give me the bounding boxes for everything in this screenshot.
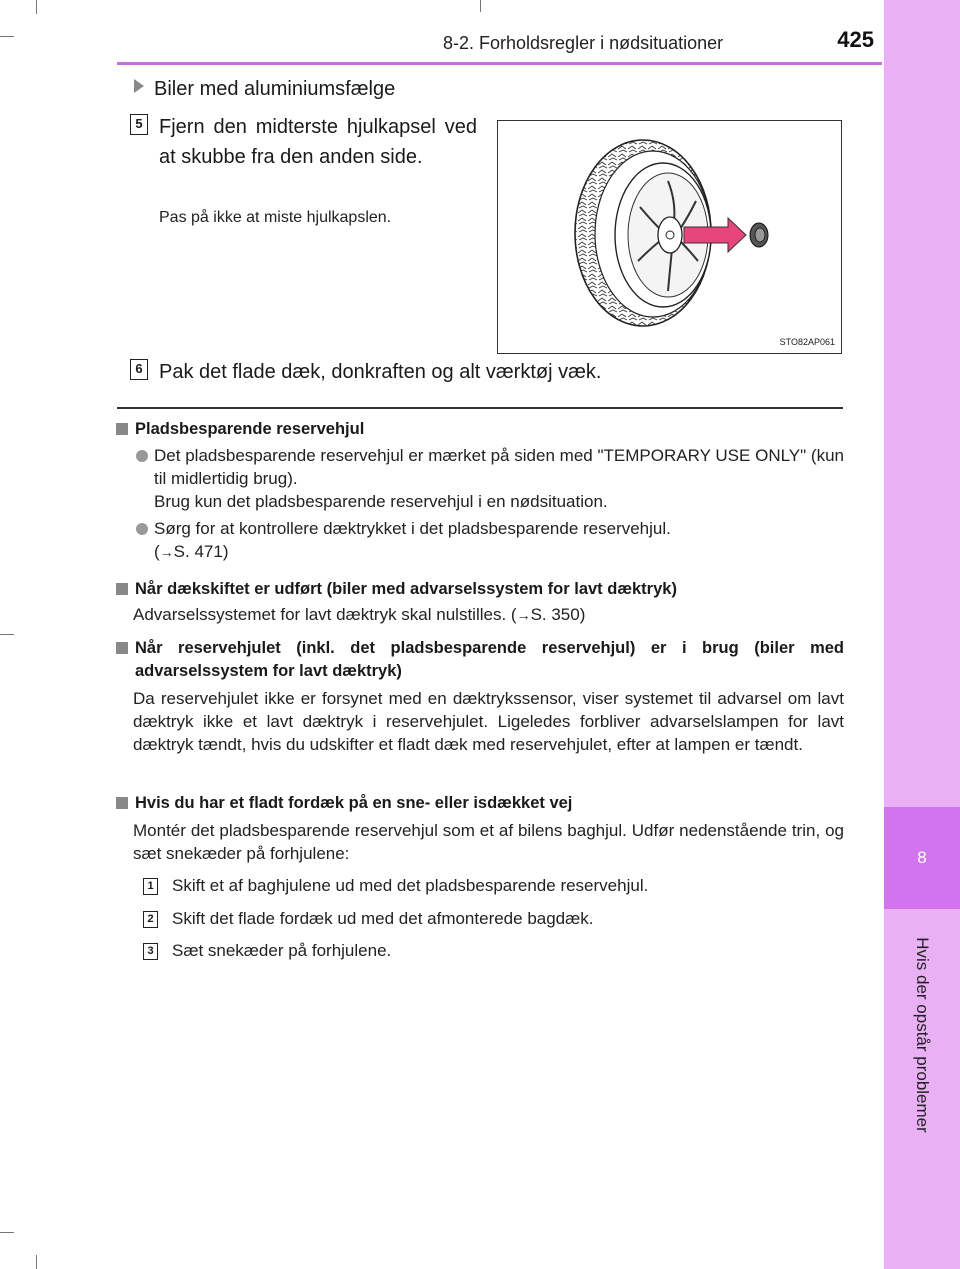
page-reference [154,540,844,564]
hub-cap-icon [750,223,768,247]
sub-step-text-1: Skift et af baghjulene ud med det pladsbesparende reservehjul. [172,876,649,895]
step-5-text: Fjern den midterste hjulkapsel ved at skubbe fra den anden side. [159,116,477,168]
note-pladsbesparende [116,418,844,564]
square-bullet-icon [116,583,128,595]
bullet-text: Sørg for at kontrollere dæktrykket i det pladsbesparende reservehjul. [154,519,671,538]
figure-code: STO82AP061 [779,337,835,347]
wheel-figure [497,120,842,354]
header-rule [117,62,882,65]
note-heading-text: Når dækskiftet er udført (biler med advarselssystem for lavt dæktryk) [135,580,677,598]
note-text: Advarselssystemet for lavt dæktryk skal nulstilles. ( [133,605,517,624]
ref-text: S. 350) [530,605,586,624]
ref-arrow-icon: → [516,607,531,623]
note-heading [116,637,844,683]
ref-arrow-icon: → [159,544,174,560]
subsection-heading [134,78,395,101]
chapter-number: 8 [917,848,927,867]
note-paragraph: Da reservehjulet ikke er forsynet med en dæktrykssensor, viser systemet til advarsel om lavt dæktryk ikke et lavt dæktryk i reservehjulet. Ligeledes forbliver advarselslampen for lavt dæktryk tændt, hvis du udskifter et fladt dæk med reservehjulet, efter at lampen er tændt. [133,689,844,754]
bullet-text: Brug kun det pladsbesparende reservehjul i en nødsituation. [154,492,608,511]
sub-step-number-3: 3 [143,943,158,960]
tire-illustration-icon [498,121,843,355]
crop-mark [36,1255,37,1269]
sub-step-text-3: Sæt snekæder på forhjulene. [172,941,392,960]
step-6-text: Pak det flade dæk, donkraften og alt værktøj væk. [159,361,602,383]
note-heading-text: Pladsbesparende reservehjul [135,420,365,438]
note-heading-text: Når reservehjulet (inkl. det pladsbesparende reservehjul) er i brug (biler med advarselssystem for lavt dæktryk) [135,639,844,680]
note-sne-is [116,792,844,865]
note-heading [116,578,844,601]
subsection-title: Biler med aluminiumsfælge [154,78,396,100]
note-heading [116,418,844,441]
bullet-text: Det pladsbesparende reservehjul er mærket på siden med "TEMPORARY USE ONLY" (kun til midlertidig brug). [154,446,844,488]
note-paragraph: Montér det pladsbesparende reservehjul som et af bilens baghjul. Udfør nedenstående trin, og sæt snekæder på forhjulene: [133,821,844,863]
bullet-item [116,517,844,564]
square-bullet-icon [116,423,128,435]
section-divider [117,407,843,409]
sub-step-text-2: Skift det flade fordæk ud med det afmonterede bagdæk. [172,909,594,928]
crop-mark [36,0,37,14]
ref-prefix: ( [154,542,160,561]
note-paragraph [116,603,844,627]
page-number: 425 [837,27,874,52]
sub-step-number-2: 2 [143,911,158,928]
triangle-bullet-icon [134,79,144,93]
bullet-item [116,444,844,513]
square-bullet-icon [116,797,128,809]
note-heading-text: Hvis du har et fladt fordæk på en sne- eller isdækket vej [135,794,573,812]
crop-mark [0,634,14,635]
ref-text: S. 471) [173,542,229,561]
crop-mark [0,1232,14,1233]
circle-bullet-icon [136,523,148,535]
note-heading [116,792,844,815]
step-number-5: 5 [130,114,148,135]
page-header [117,26,882,66]
crop-mark [0,36,14,37]
circle-bullet-icon [136,450,148,462]
note-reservehjul [116,637,844,756]
chapter-title: Hvis der opstår problemer [913,937,932,1133]
crop-mark [480,0,481,12]
square-bullet-icon [116,642,128,654]
note-daekskift [116,578,844,627]
step-number-6: 6 [130,359,148,380]
sub-step-number-1: 1 [143,878,158,895]
section-title: 8-2. Forholdsregler i nødsituationer [443,33,724,53]
step-5-note: Pas på ikke at miste hjulkapslen. [159,209,392,226]
